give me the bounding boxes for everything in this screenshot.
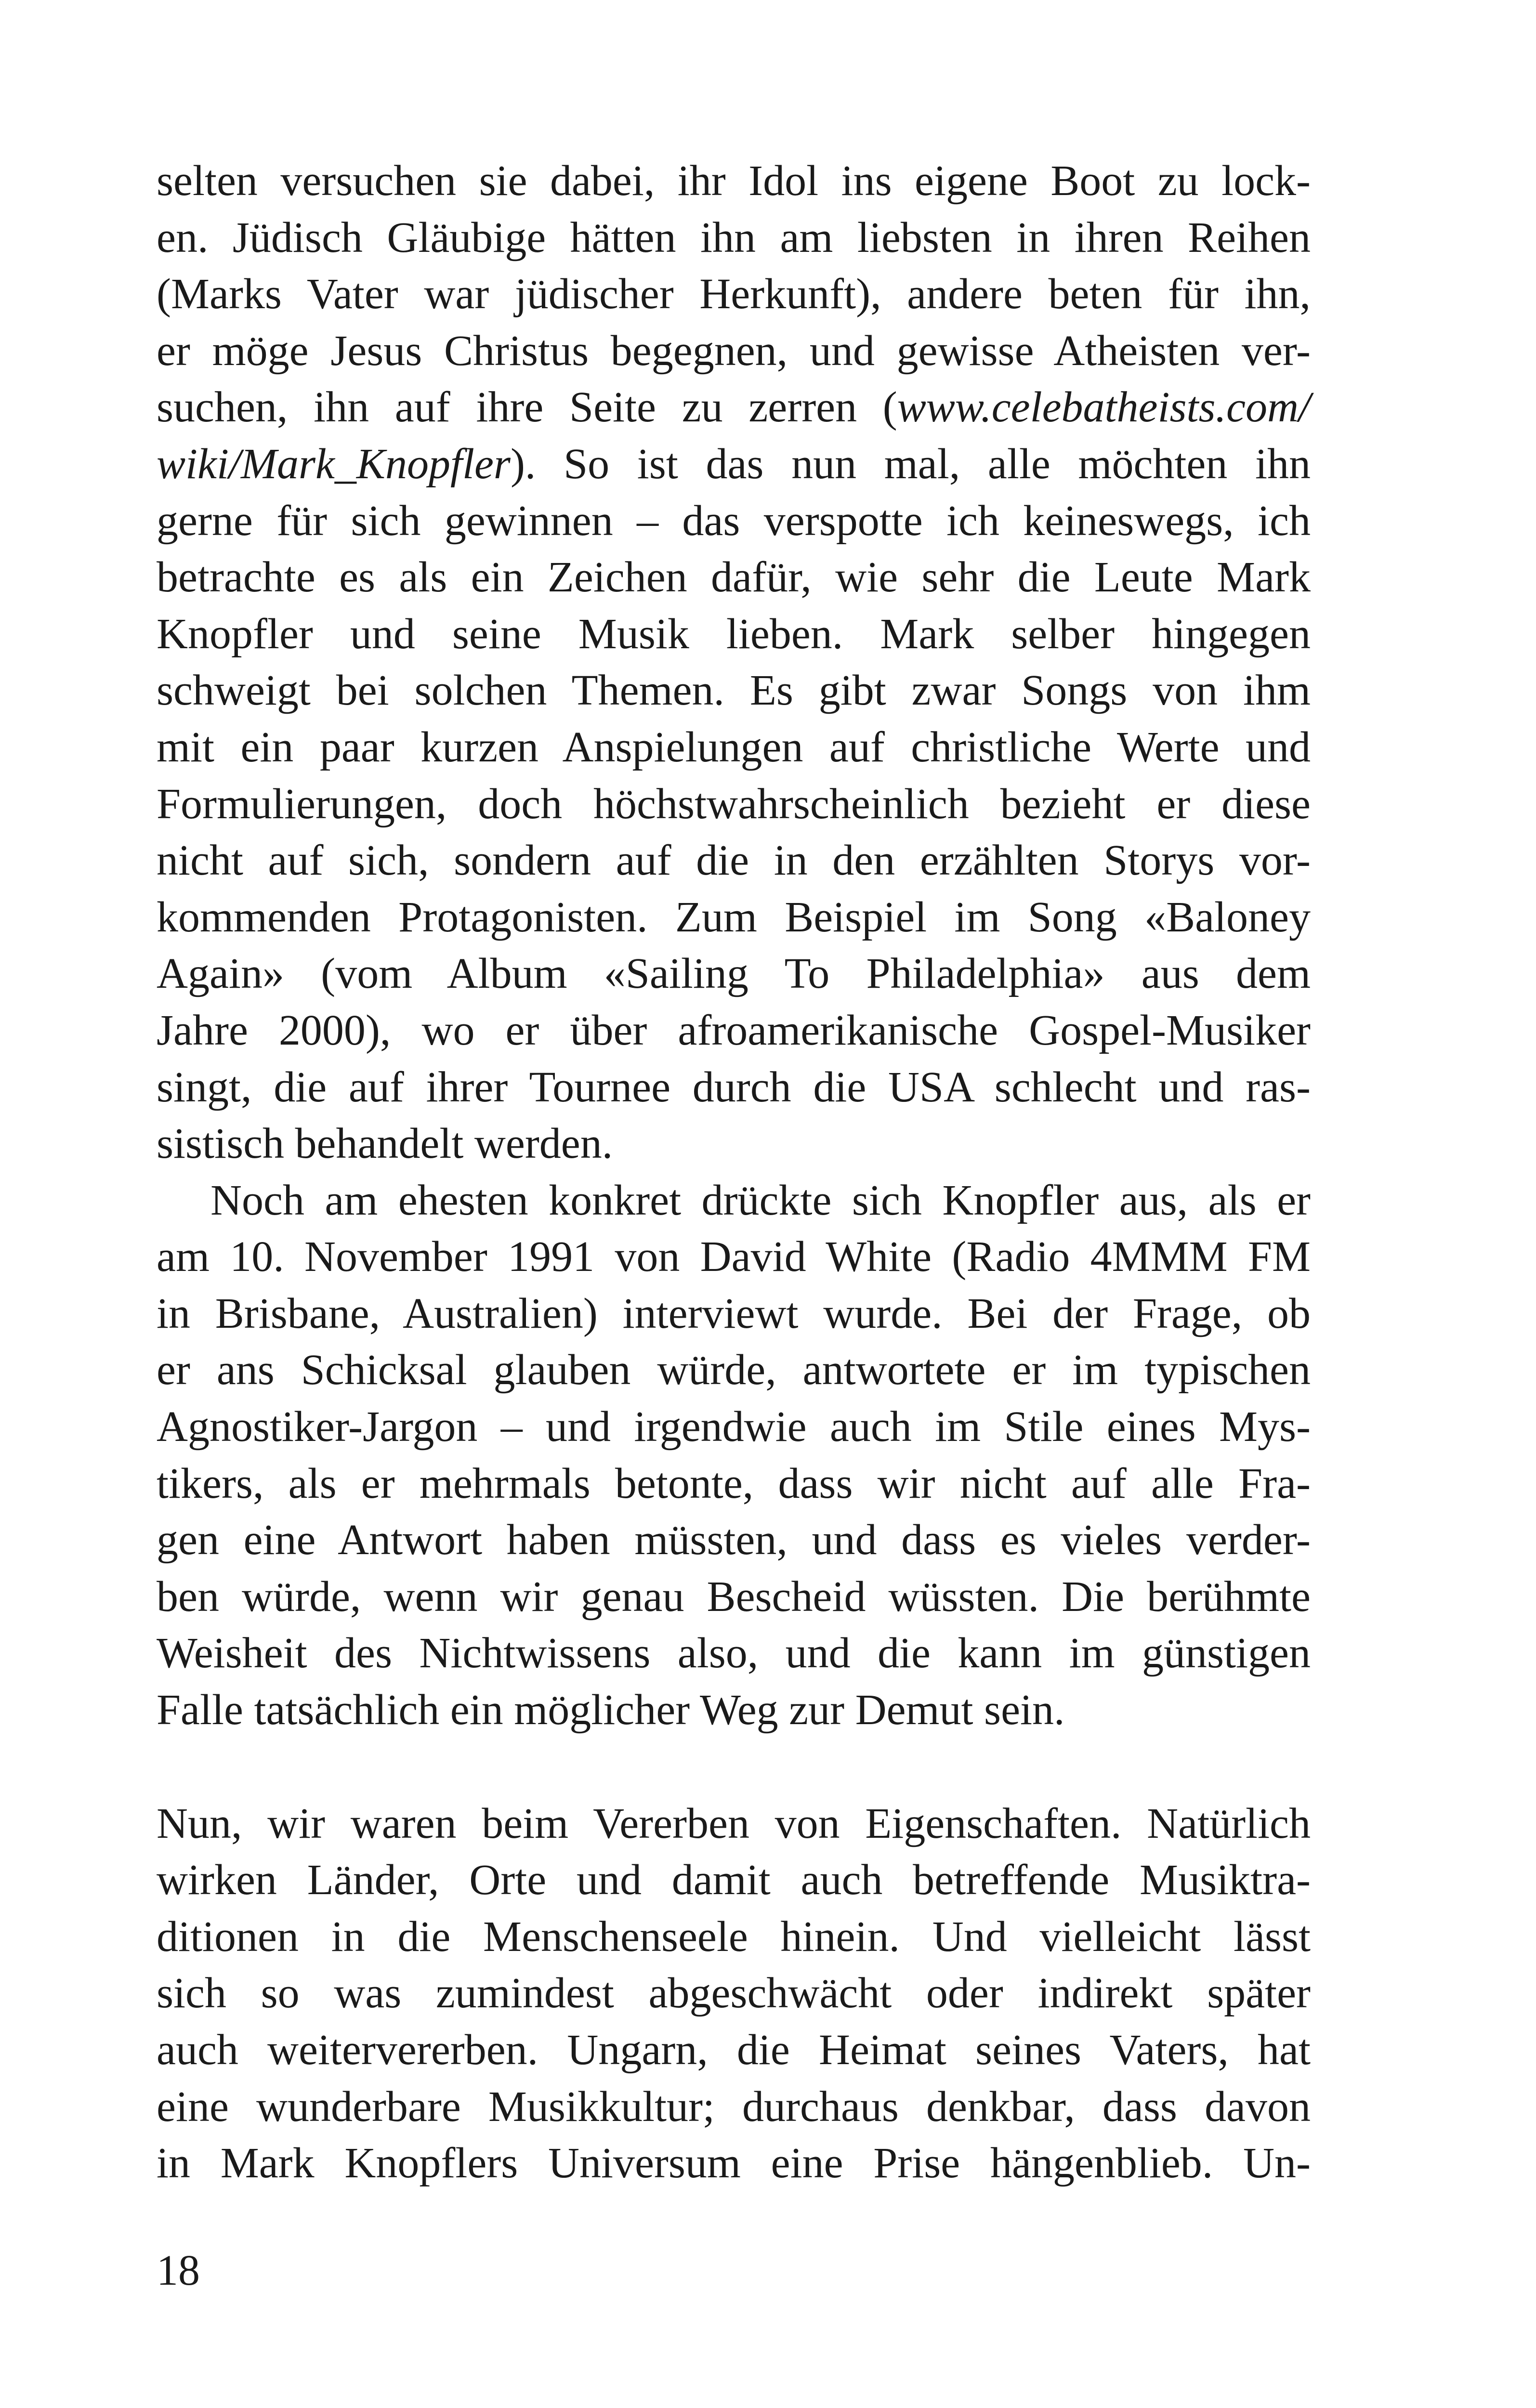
text-line xyxy=(157,209,1311,266)
line-text: kommenden Protagonisten. Zum Beispiel im Song «Baloney xyxy=(157,893,1311,941)
line-text: ). So ist das nun mal, alle möchten ihn xyxy=(510,440,1311,488)
text-line xyxy=(157,1795,1311,1852)
text-line xyxy=(157,1285,1311,1342)
text-line xyxy=(157,2022,1311,2079)
paragraph xyxy=(157,1795,1311,2192)
text-line xyxy=(157,266,1311,323)
text-line xyxy=(157,1909,1311,1965)
italic-url: wiki/Mark_Knopfler xyxy=(157,440,511,488)
line-text: (Marks Vater war jüdischer Herkunft), andere beten für ihn, xyxy=(157,270,1311,318)
body-text xyxy=(157,153,1311,2192)
page-number: 18 xyxy=(157,2246,200,2294)
line-text: Falle tatsächlich ein möglicher Weg zur Demut sein. xyxy=(157,1686,1065,1734)
line-text: Again» (vom Album «Sailing To Philadelphia» aus dem xyxy=(157,950,1311,998)
text-line xyxy=(157,1115,1311,1172)
line-text: Formulierungen, doch höchstwahrscheinlich bezieht er diese xyxy=(157,780,1311,828)
line-text: eine wunderbare Musikkultur; durchaus denkbar, dass davon xyxy=(157,2082,1311,2131)
line-text: ben würde, wenn wir genau Bescheid wüssten. Die berühmte xyxy=(157,1572,1311,1621)
line-text: wirken Länder, Orte und damit auch betreffende Musiktra- xyxy=(157,1856,1311,1904)
line-text: in Brisbane, Australien) interviewt wurde. Bei der Frage, ob xyxy=(157,1289,1311,1337)
text-line xyxy=(157,889,1311,946)
text-line xyxy=(157,2079,1311,2135)
text-line xyxy=(157,945,1311,1002)
line-text: Weisheit des Nichtwissens also, und die kann im günstigen xyxy=(157,1629,1311,1677)
line-text: er möge Jesus Christus begegnen, und gewisse Atheisten ver- xyxy=(157,327,1311,375)
line-text: am 10. November 1991 von David White (Radio 4MMM FM xyxy=(157,1233,1311,1281)
line-text: en. Jüdisch Gläubige hätten ihn am liebsten in ihren Reihen xyxy=(157,213,1311,262)
text-line xyxy=(157,153,1311,209)
text-line xyxy=(157,493,1311,550)
text-line xyxy=(157,1229,1311,1285)
line-text: Nun, wir waren beim Vererben von Eigenschaften. Natürlich xyxy=(157,1799,1311,1847)
text-line xyxy=(157,1512,1311,1569)
text-line xyxy=(157,1569,1311,1625)
line-text: gerne für sich gewinnen – das verspotte ich keineswegs, ich xyxy=(157,497,1311,545)
line-text: Agnostiker-Jargon – und irgendwie auch im Stile eines Mys- xyxy=(157,1403,1311,1451)
line-text: er ans Schicksal glauben würde, antwortete er im typischen xyxy=(157,1346,1311,1394)
text-line xyxy=(157,719,1311,776)
line-text: gen eine Antwort haben müssten, und dass es vieles verder- xyxy=(157,1516,1311,1564)
line-text: Knopfler und seine Musik lieben. Mark selber hingegen xyxy=(157,610,1311,658)
text-line xyxy=(157,323,1311,380)
line-text: auch weitervererben. Ungarn, die Heimat seines Vaters, hat xyxy=(157,2026,1311,2074)
text-line xyxy=(157,1682,1311,1739)
line-text: nicht auf sich, sondern auf die in den erzählten Storys vor- xyxy=(157,837,1311,885)
text-line xyxy=(157,1965,1311,2022)
line-text: ditionen in die Menschenseele hinein. Und vielleicht lässt xyxy=(157,1912,1311,1961)
text-line xyxy=(157,1059,1311,1116)
text-line xyxy=(157,1342,1311,1399)
text-line xyxy=(157,1399,1311,1455)
line-text: schweigt bei solchen Themen. Es gibt zwar Songs von ihm xyxy=(157,667,1311,715)
paragraph xyxy=(157,1172,1311,1739)
line-text: betrachte es als ein Zeichen dafür, wie sehr die Leute Mark xyxy=(157,553,1311,602)
line-text: selten versuchen sie dabei, ihr Idol ins eigene Boot zu lock- xyxy=(157,157,1311,205)
text-line xyxy=(157,549,1311,606)
italic-url: www.celebatheists.com/ xyxy=(897,383,1311,432)
text-line xyxy=(157,1172,1311,1229)
text-line xyxy=(157,379,1311,436)
text-line xyxy=(157,436,1311,493)
text-line xyxy=(157,1625,1311,1682)
text-line xyxy=(157,662,1311,719)
text-line xyxy=(157,776,1311,833)
text-line xyxy=(157,1455,1311,1512)
line-text: Noch am ehesten konkret drückte sich Knopfler aus, als er xyxy=(210,1176,1311,1224)
paragraph xyxy=(157,153,1311,1172)
text-line xyxy=(157,832,1311,889)
line-text: suchen, ihn auf ihre Seite zu zerren ( xyxy=(157,383,897,432)
line-text: sistisch behandelt werden. xyxy=(157,1120,613,1168)
line-text: sich so was zumindest abgeschwächt oder indirekt später xyxy=(157,1969,1311,2017)
line-text: tikers, als er mehrmals betonte, dass wir nicht auf alle Fra- xyxy=(157,1459,1311,1507)
text-line xyxy=(157,2135,1311,2192)
line-text: in Mark Knopflers Universum eine Prise hängenblieb. Un- xyxy=(157,2139,1311,2187)
line-text: Jahre 2000), wo er über afroamerikanische Gospel-Musiker xyxy=(157,1006,1311,1054)
line-text: mit ein paar kurzen Anspielungen auf christliche Werte und xyxy=(157,723,1311,771)
text-line xyxy=(157,606,1311,663)
text-line xyxy=(157,1002,1311,1059)
text-line xyxy=(157,1852,1311,1909)
line-text: singt, die auf ihrer Tournee durch die USA schlecht und ras- xyxy=(157,1063,1311,1111)
